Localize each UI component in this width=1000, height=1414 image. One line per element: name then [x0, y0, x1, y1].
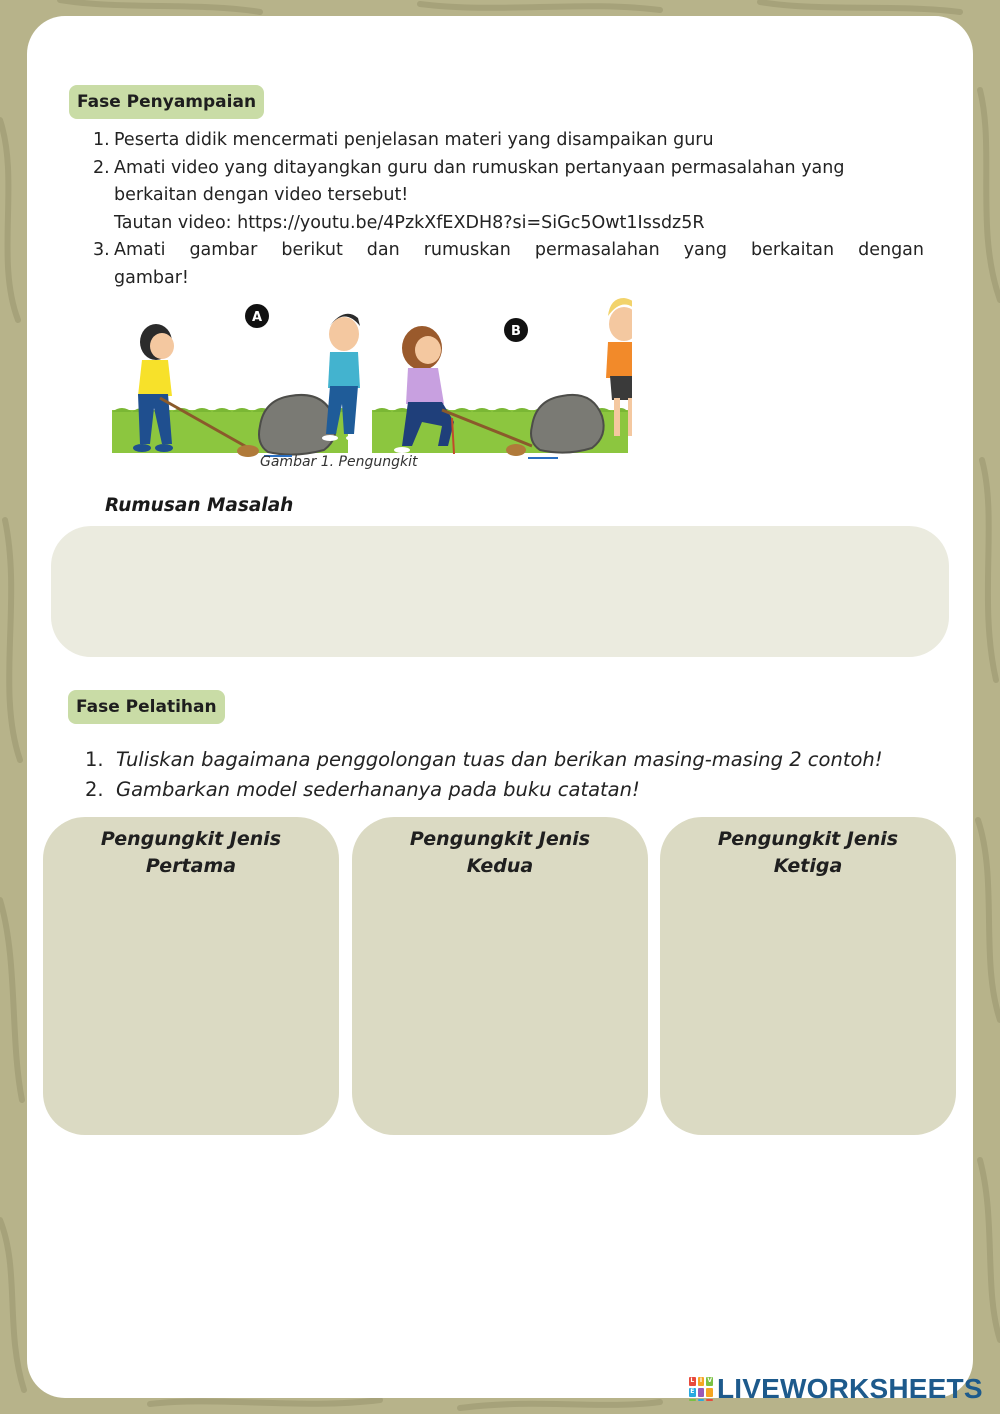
label-b: B	[511, 324, 521, 339]
worksheet-page	[27, 16, 973, 1398]
list-item: 2. Amati video yang ditayangkan guru dan rumuskan pertanyaan permasalahan yang berkaitan dengan video tersebut! Tautan video: https://youtu.be/4PzkXfEXDH8?si=SiGc5Owt1Issdz5R	[69, 155, 924, 238]
card-pengungkit-ketiga[interactable]	[660, 817, 956, 1135]
label-a: A	[251, 310, 263, 325]
card-title: Pengungkit Jenis Ketiga	[717, 828, 899, 877]
card-title: Pengungkit Jenis Kedua	[409, 828, 591, 877]
section-tag-pelatihan: Fase Pelatihan	[68, 690, 225, 724]
lever-illustration	[112, 298, 632, 473]
card-pengungkit-kedua[interactable]	[352, 817, 648, 1135]
list-item: 1. Tuliskan bagaimana penggolongan tuas dan berikan masing-masing 2 contoh!	[85, 748, 883, 771]
fulcrum-a	[237, 445, 259, 457]
list-item: 1. Peserta didik mencermati penjelasan materi yang disampaikan guru	[93, 130, 714, 150]
card-title: Pengungkit Jenis Pertama	[100, 828, 282, 877]
rock-a	[259, 395, 336, 455]
liveworksheets-logo[interactable]	[689, 1373, 983, 1405]
rock-b	[531, 395, 604, 453]
list-item: 3. Amati gambar berikut dan rumuskan permasalahan yang berkaitan dengan gambar!	[93, 240, 924, 288]
pelatihan-list	[85, 745, 883, 805]
video-link[interactable]: Tautan video: https://youtu.be/4PzkXfEXDH8?si=SiGc5Owt1Issdz5R	[114, 212, 705, 233]
logo-text: LIVEWORKSHEETS	[717, 1373, 983, 1404]
section-tag-penyampaian: Fase Penyampaian	[69, 85, 264, 119]
card-pengungkit-pertama[interactable]	[43, 817, 339, 1135]
list-item: 2. Gambarkan model sederhananya pada buku catatan!	[85, 778, 640, 801]
logo-mark-icon: L I V E	[689, 1377, 713, 1401]
rumusan-masalah-title: Rumusan Masalah	[105, 495, 294, 516]
rumusan-masalah-answer-box[interactable]	[51, 526, 949, 657]
penyampaian-list	[69, 127, 924, 292]
figure-caption: Gambar 1. Pengungkit	[260, 454, 418, 470]
fulcrum-b	[506, 444, 526, 456]
